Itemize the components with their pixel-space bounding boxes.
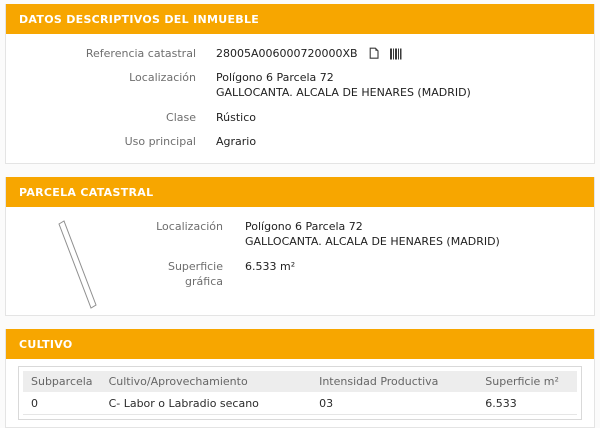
- clase-label: Clase: [166, 111, 196, 124]
- header-superficie-m2: Superficie m²: [477, 371, 577, 392]
- referencia-label: Referencia catastral: [85, 47, 196, 60]
- cultivo-table: [18, 366, 582, 420]
- localizacion-line2: GALLOCANTA. ALCALA DE HENARES (MADRID): [216, 86, 471, 99]
- section-parcela-catastral: [5, 177, 595, 316]
- datos-body: [6, 34, 594, 163]
- section-datos-descriptivos: [5, 4, 595, 164]
- section-header-parcela: PARCELA CATASTRAL: [6, 177, 594, 207]
- header-subparcela: Subparcela: [23, 371, 101, 392]
- cell-superficie-m2: 6.533: [477, 392, 577, 415]
- row-clase: [18, 110, 582, 125]
- section-cultivo: [5, 329, 595, 428]
- parcela-localizacion-label: Localización: [156, 220, 223, 233]
- referencia-value: 28005A006000720000XB: [216, 47, 358, 60]
- header-intensidad-productiva: Intensidad Productiva: [311, 371, 477, 392]
- cell-subparcela: 0: [23, 392, 101, 415]
- cell-cultivo-aprovechamiento: C- Labor o Labradio secano: [101, 392, 312, 415]
- parcela-rows: [148, 219, 582, 311]
- row-uso-principal: [18, 134, 582, 149]
- parcela-localizacion-line1: Polígono 6 Parcela 72: [245, 220, 363, 233]
- localizacion-label: Localización: [129, 71, 196, 84]
- barcode-icon[interactable]: [389, 48, 402, 60]
- uso-principal-label: Uso principal: [124, 135, 196, 148]
- header-cultivo-aprovechamiento: Cultivo/Aprovechamiento: [101, 371, 312, 392]
- cultivo-header-row: [23, 371, 577, 392]
- parcel-sketch[interactable]: [18, 219, 148, 311]
- superficie-grafica-value: 6.533 m²: [245, 260, 296, 273]
- row-localizacion: [18, 70, 582, 100]
- parcela-localizacion-line2: GALLOCANTA. ALCALA DE HENARES (MADRID): [245, 235, 500, 248]
- localizacion-line1: Polígono 6 Parcela 72: [216, 71, 334, 84]
- copy-icon[interactable]: [367, 47, 380, 60]
- row-parcela-localizacion: [148, 219, 582, 249]
- uso-principal-value: Agrario: [216, 135, 257, 148]
- section-header-cultivo: CULTIVO: [6, 329, 594, 359]
- parcela-body: [6, 207, 594, 315]
- cultivo-body: [6, 359, 594, 427]
- section-header-datos: DATOS DESCRIPTIVOS DEL INMUEBLE: [6, 4, 594, 34]
- parcela-localizacion-value: [245, 219, 500, 249]
- superficie-grafica-label: Superficie gráfica: [167, 260, 223, 288]
- referencia-value-group: [216, 46, 402, 61]
- cultivo-data-row: [23, 392, 577, 415]
- clase-value: Rústico: [216, 111, 256, 124]
- localizacion-value: [216, 70, 471, 100]
- cell-intensidad-productiva: 03: [311, 392, 477, 415]
- row-superficie-grafica: [148, 259, 582, 289]
- row-referencia-catastral: [18, 46, 582, 61]
